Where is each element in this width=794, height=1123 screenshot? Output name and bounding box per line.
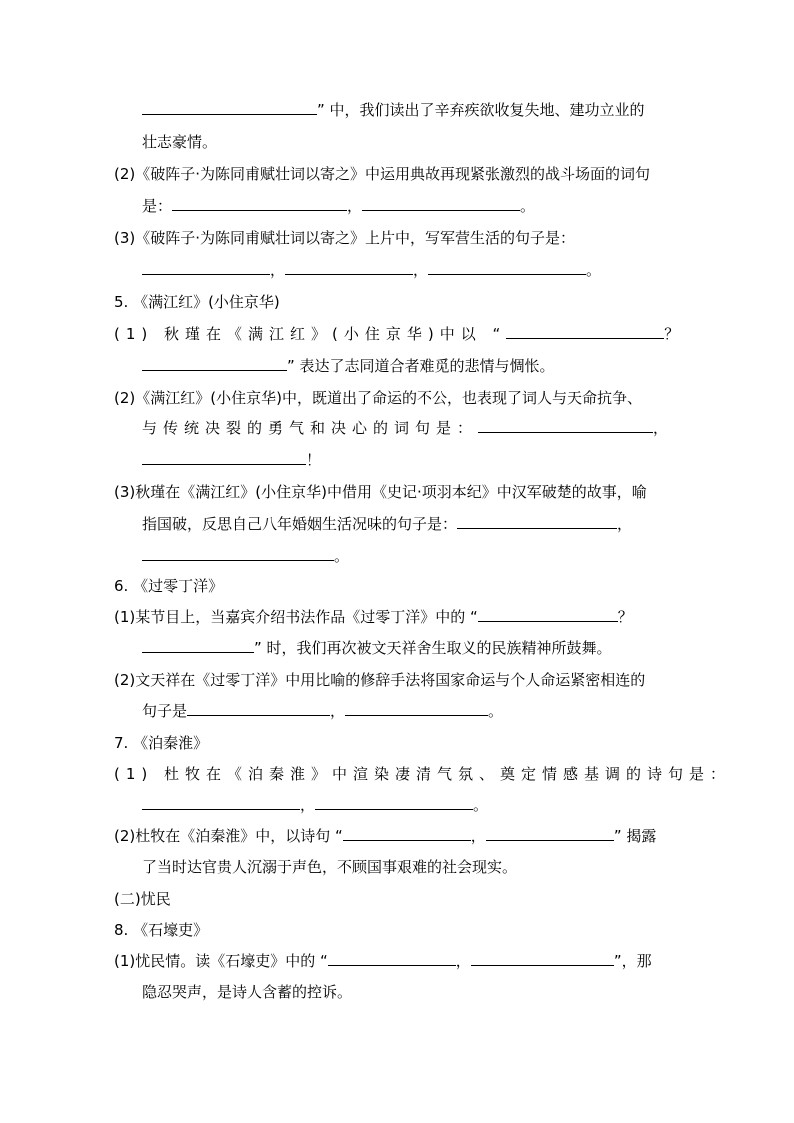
text: ， [413, 261, 429, 279]
text: 句子是 [142, 702, 188, 720]
line-15 [142, 546, 349, 566]
answer-blank[interactable] [142, 100, 317, 115]
line-24 [114, 826, 656, 846]
answer-blank[interactable] [362, 196, 520, 211]
line-14 [142, 514, 632, 534]
text: 。 [520, 197, 536, 215]
answer-blank[interactable] [142, 638, 254, 653]
text: ” 中，我们读出了辛弃疾欲收复失地、建功立业的 [317, 101, 645, 119]
subsection-heading: (二)忧民 [114, 890, 171, 908]
line-2: 壮志豪情。 [142, 133, 218, 151]
answer-blank[interactable] [142, 260, 270, 275]
section-6-heading: 6. 《过零丁洋》 [114, 577, 224, 595]
line-4 [142, 196, 535, 216]
text: ？ [664, 325, 686, 343]
answer-blank[interactable] [172, 196, 347, 211]
text: 与传统决裂的勇气和决心的词句是： [142, 419, 479, 437]
line-19: (2)文天祥在《过零丁洋》中用比喻的修辞手法将国家命运与个人命运紧密相连的 [114, 671, 646, 689]
answer-blank[interactable] [486, 826, 614, 841]
text: ！ [306, 451, 322, 469]
line-9 [142, 356, 555, 376]
text: ， [470, 827, 486, 845]
question-3-text: (3)《破阵子·为陈同甫赋壮词以寄之》上片中，写军营生活的句子是： [114, 229, 576, 247]
line-23 [142, 795, 488, 815]
text: (2)杜牧在《泊秦淮》中，以诗句 “ [114, 827, 343, 845]
line-25: 了当时达官贵人沉溺于声色，不顾国事艰难的社会现实。 [142, 858, 518, 876]
answer-blank[interactable] [471, 951, 614, 966]
line-6 [142, 260, 601, 280]
text: ” 表达了志同道合者难觅的悲情与惆怅。 [287, 357, 555, 375]
answer-blank[interactable] [457, 514, 617, 529]
line-29: 隐忍哭声，是诗人含蓄的控诉。 [142, 983, 353, 1001]
text: 。 [334, 547, 350, 565]
text: 。 [586, 261, 602, 279]
question-2-text: (2)《破阵子·为陈同甫赋壮词以寄之》中运用典故再现紧张激烈的战斗场面的词句 [114, 165, 651, 183]
text: ， [617, 515, 633, 533]
line-28 [114, 951, 652, 971]
line-8 [114, 324, 685, 344]
line-11 [142, 418, 674, 438]
line-10: (2)《满江红》(小住京华)中，既道出了命运的不公，也表现了词人与天命抗争、 [114, 389, 642, 407]
line-1 [142, 100, 645, 120]
text: ， [270, 261, 286, 279]
answer-blank[interactable] [478, 418, 653, 433]
text: ， [455, 952, 471, 970]
text: (1) 秋瑾在《满江红》(小住京华)中以 “ [114, 325, 507, 343]
answer-blank[interactable] [478, 607, 618, 622]
text: (1)忧民情。读《石壕吏》中的 “ [114, 952, 328, 970]
answer-blank[interactable] [187, 701, 330, 716]
answer-blank[interactable] [343, 826, 471, 841]
text: ， [300, 796, 316, 814]
answer-blank[interactable] [345, 701, 488, 716]
text: ”，那 [613, 952, 652, 970]
text: 。 [473, 796, 489, 814]
section-5-heading: 5. 《满江红》(小住京华) [114, 293, 280, 311]
answer-blank[interactable] [506, 324, 664, 339]
text: 指国破，反思自己八年婚姻生活况味的句子是： [142, 515, 458, 533]
line-17 [114, 607, 633, 627]
text: ， [653, 419, 675, 437]
answer-blank[interactable] [142, 795, 300, 810]
text: ， [347, 197, 363, 215]
text: ， [330, 702, 346, 720]
line-22: (1) 杜牧在《泊秦淮》中渲染凄清气氛、奠定情感基调的诗句是： [114, 765, 732, 783]
answer-blank[interactable] [142, 450, 306, 465]
line-20 [142, 701, 503, 721]
text: ？ [617, 608, 633, 626]
section-7-heading: 7. 《泊秦淮》 [114, 734, 209, 752]
answer-blank[interactable] [142, 356, 287, 371]
line-18 [142, 638, 612, 658]
text: 。 [488, 702, 504, 720]
text: ” 时，我们再次被文天祥舍生取义的民族精神所鼓舞。 [254, 639, 612, 657]
answer-blank[interactable] [142, 546, 334, 561]
answer-blank[interactable] [428, 260, 586, 275]
answer-blank[interactable] [315, 795, 473, 810]
answer-blank[interactable] [285, 260, 413, 275]
line-12 [142, 450, 321, 470]
text: 是： [142, 197, 173, 215]
text: (1)某节目上，当嘉宾介绍书法作品《过零丁洋》中的 “ [114, 608, 478, 626]
answer-blank[interactable] [328, 951, 456, 966]
text: ” 揭露 [613, 827, 657, 845]
line-13: (3)秋瑾在《满江红》(小住京华)中借用《史记·项羽本纪》中汉军破楚的故事，喻 [114, 483, 647, 501]
section-8-heading: 8. 《石壕吏》 [114, 921, 209, 939]
